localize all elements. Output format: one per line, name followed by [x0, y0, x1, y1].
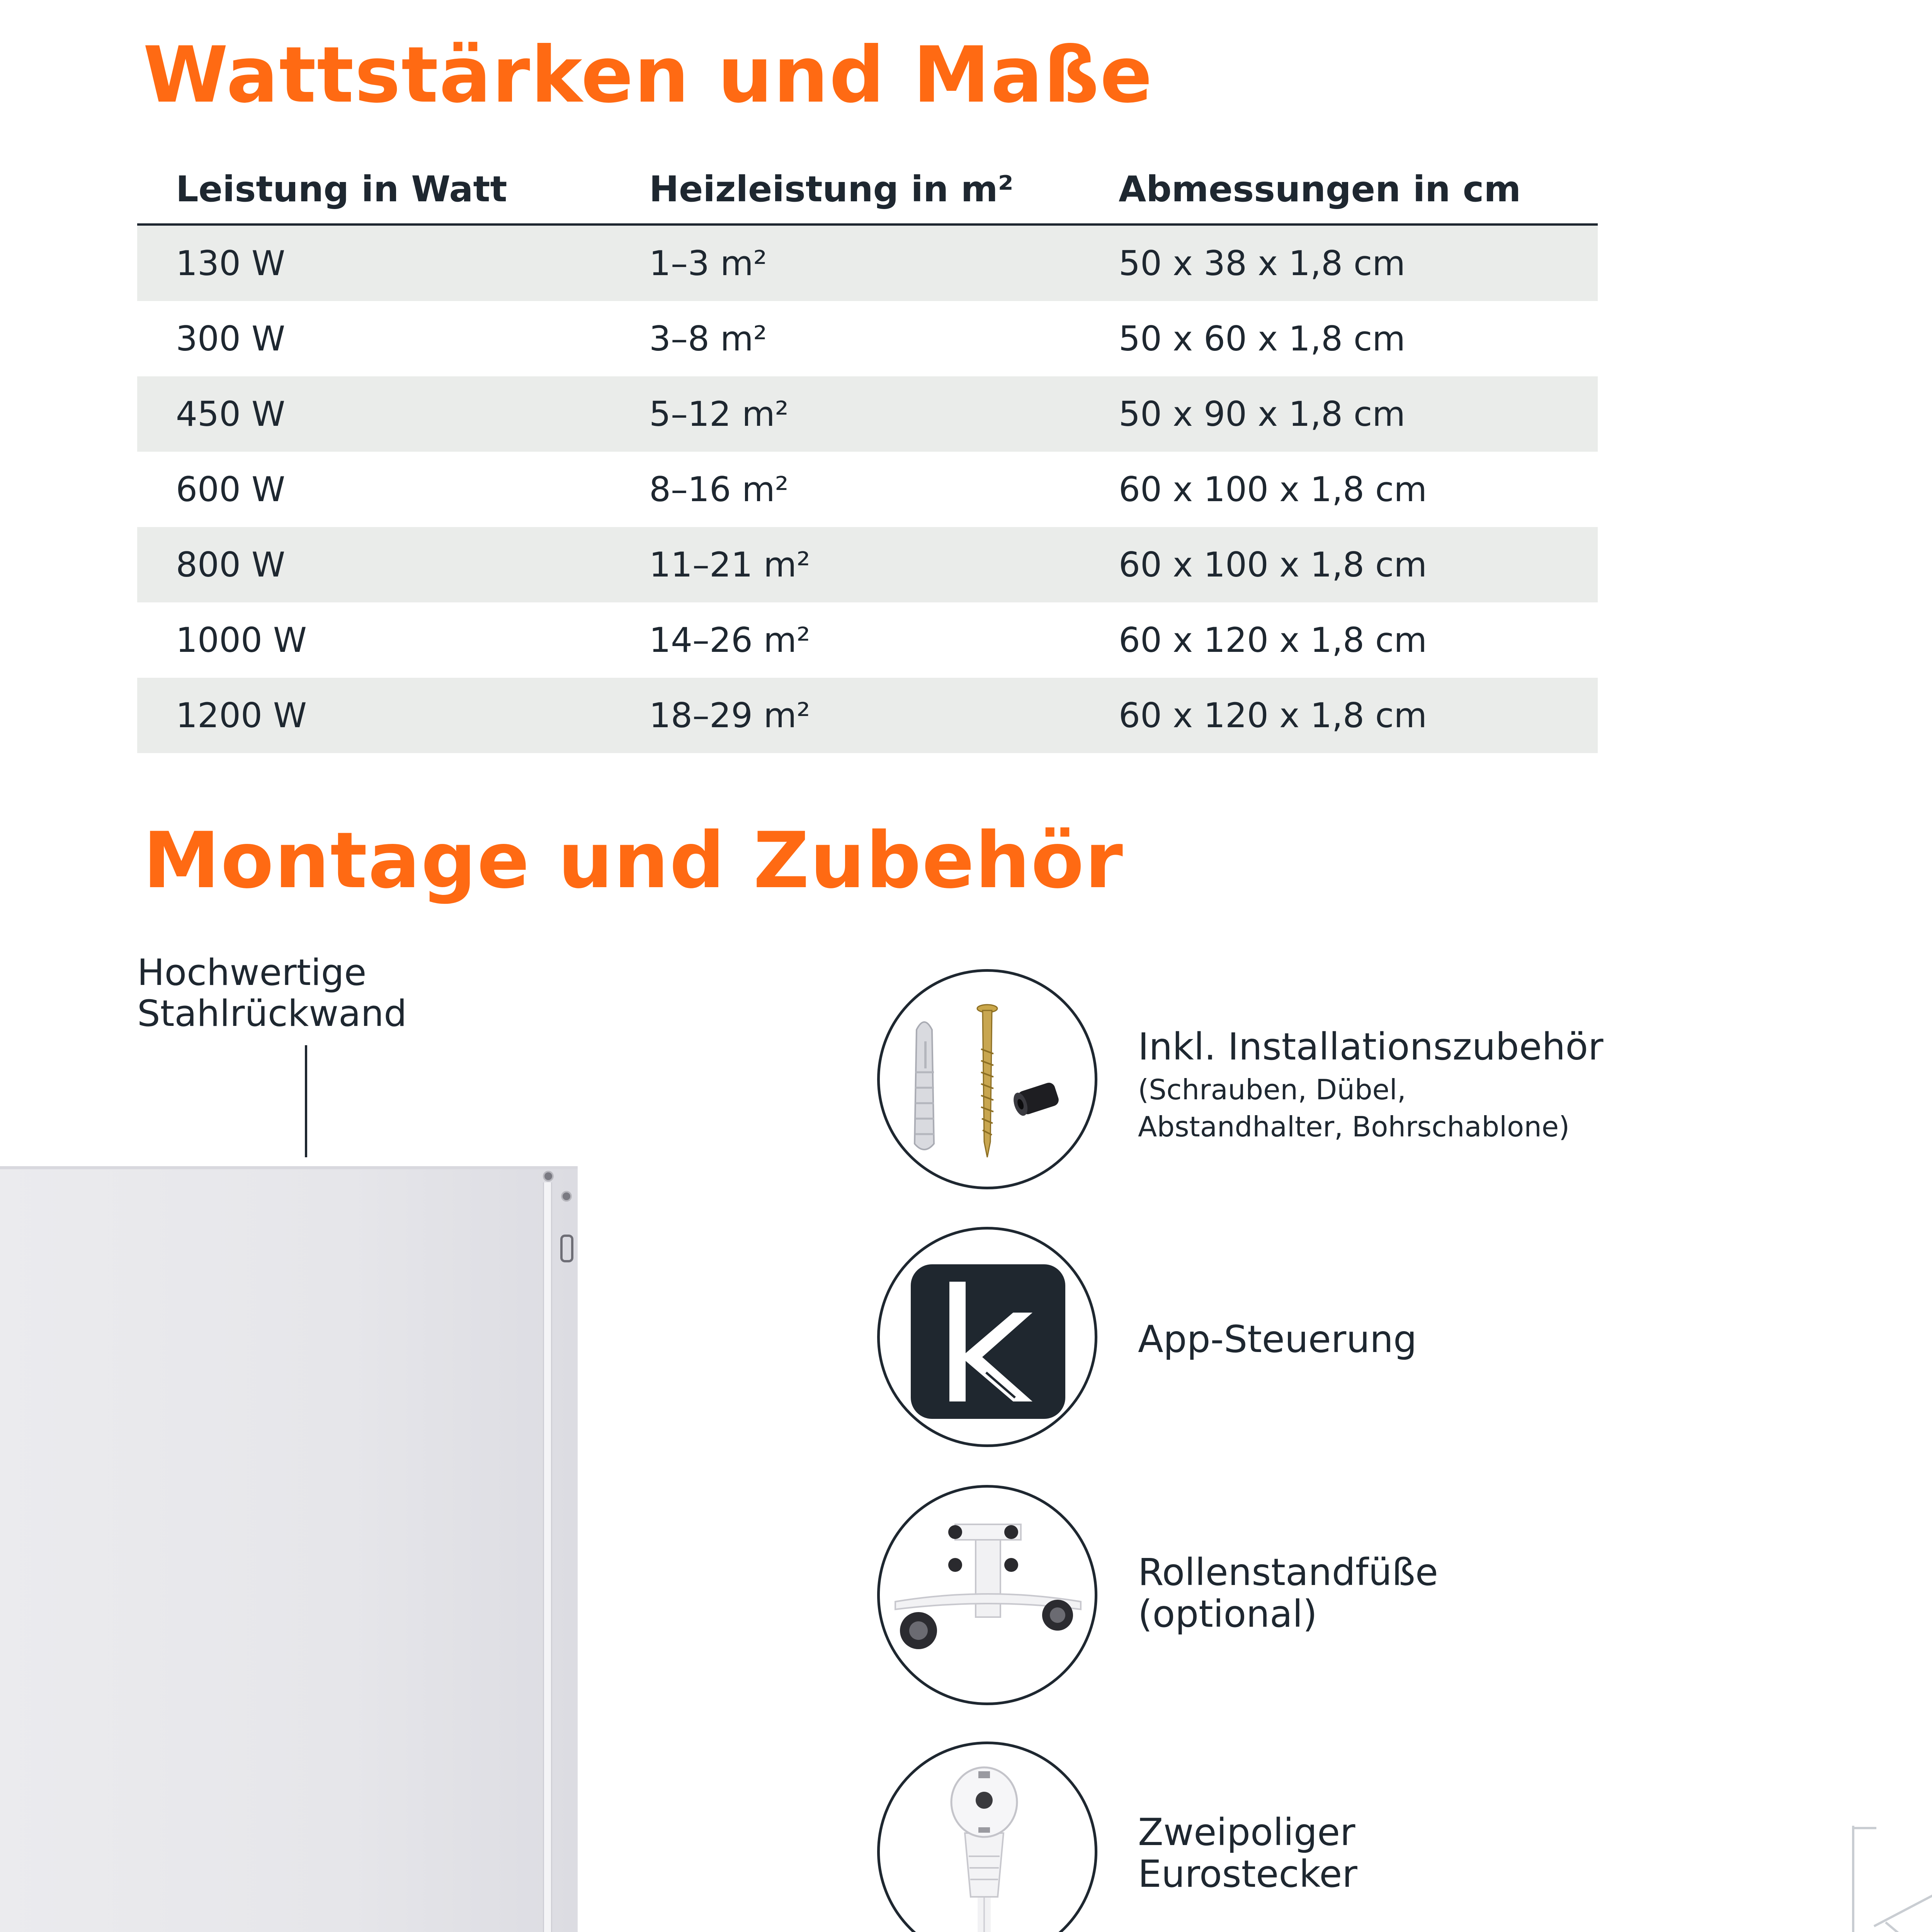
header-dimensions: Abmessungen in cm [1076, 155, 1598, 224]
cell-power: 600 W [176, 469, 285, 509]
screw-icon [561, 1191, 572, 1202]
cell-area: 8–16 m² [649, 469, 789, 509]
euro-plug-icon [880, 1744, 1096, 1932]
feature-circle-rollers [877, 1485, 1097, 1705]
screw-icon [543, 1171, 554, 1182]
table-row [137, 376, 1598, 452]
cell-power: 130 W [137, 224, 607, 301]
feature-subtitle-accessories: (Schrauben, Dübel, Abstandhalter, Bohrschablone) [1138, 1073, 1570, 1143]
table-row [137, 301, 1598, 376]
feature-title-app: App-Steuerung [1138, 1318, 1417, 1361]
cell-dimensions: 60 x 100 x 1,8 cm [1119, 469, 1427, 509]
cell-dimensions: 60 x 120 x 1,8 cm [1076, 678, 1598, 753]
feature-circle-plug [877, 1742, 1097, 1932]
cell-area: 1–3 m² [607, 224, 1076, 301]
feature-circle-accessories [877, 969, 1097, 1189]
steel-back-label: Hochwertige Stahlrückwand [137, 952, 407, 1035]
roller-feet-icon [880, 1488, 1096, 1704]
header-power: Leistung in Watt [137, 155, 607, 224]
cell-area: 11–21 m² [607, 527, 1076, 602]
table-row [137, 224, 1598, 301]
cell-power: 450 W [137, 376, 607, 452]
cell-dimensions: 60 x 120 x 1,8 cm [1119, 620, 1427, 660]
cell-power: 800 W [137, 527, 607, 602]
feature-circle-app [877, 1227, 1097, 1447]
feature-title-accessories: Inkl. Installationszubehör [1138, 1025, 1604, 1068]
cell-power: 300 W [176, 319, 285, 359]
hook-icon [560, 1235, 573, 1262]
cell-power: 1200 W [137, 678, 607, 753]
cell-dimensions: 60 x 100 x 1,8 cm [1076, 527, 1598, 602]
feature-title-plug: Zweipoliger Eurostecker [1138, 1811, 1357, 1896]
table-row [137, 452, 1598, 527]
spec-table [137, 155, 1598, 753]
cell-area: 18–29 m² [607, 678, 1076, 753]
table-header-row [137, 155, 1598, 224]
table-row [137, 527, 1598, 602]
feature-title-rollers: Rollenstandfüße (optional) [1138, 1551, 1438, 1636]
cell-area: 5–12 m² [607, 376, 1076, 452]
cell-power: 1000 W [176, 620, 307, 660]
cell-dimensions: 50 x 90 x 1,8 cm [1076, 376, 1598, 452]
section-title-mounting: Montage und Zubehör [143, 816, 1124, 906]
cell-dimensions: 50 x 38 x 1,8 cm [1076, 224, 1598, 301]
cell-area: 3–8 m² [649, 319, 767, 359]
panel-edge [543, 1182, 552, 1932]
app-logo-icon [880, 1230, 1096, 1446]
heater-panel-image [0, 1166, 578, 1932]
header-heating-area: Heizleistung in m² [607, 155, 1076, 224]
cell-dimensions: 50 x 60 x 1,8 cm [1119, 319, 1406, 359]
cell-area: 14–26 m² [649, 620, 810, 660]
leader-line [305, 1045, 307, 1157]
section-title-sizes: Wattstärken und Maße [143, 30, 1153, 120]
brand-logo-icon [1851, 1826, 1932, 1932]
table-row [137, 678, 1598, 753]
table-row [137, 602, 1598, 678]
screws-dowel-icon [880, 972, 1096, 1188]
